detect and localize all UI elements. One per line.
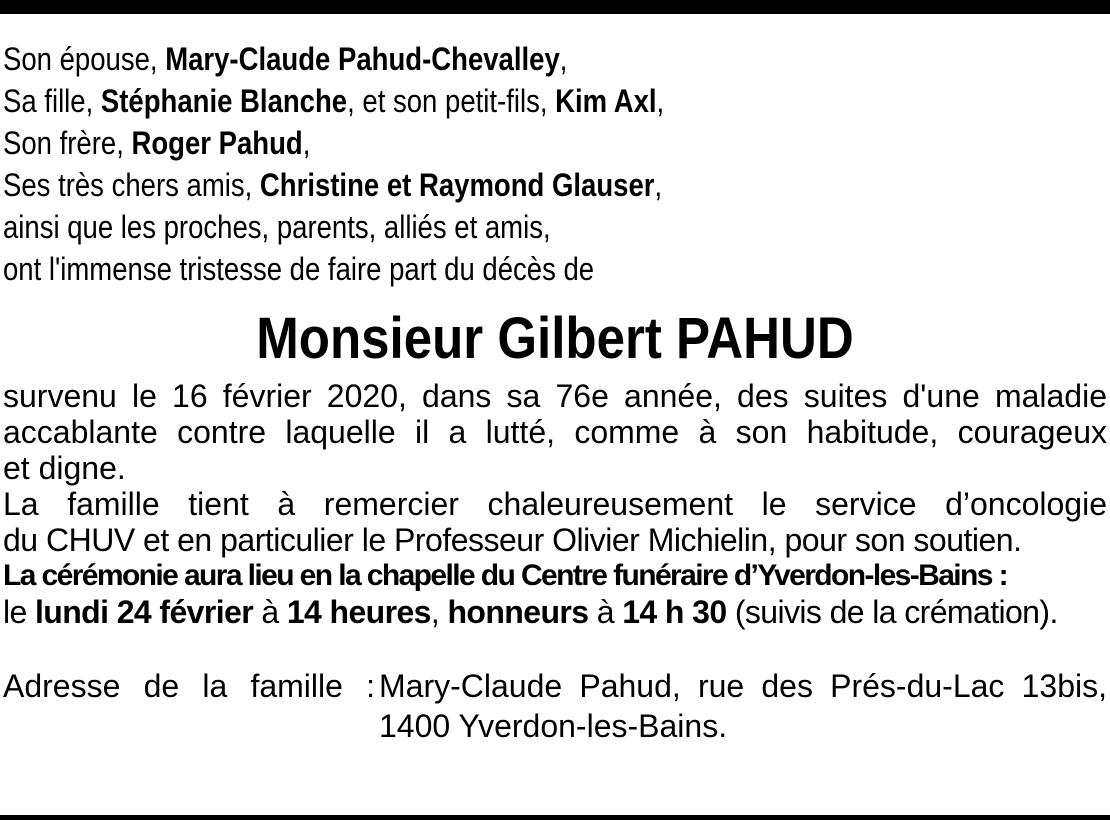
obituary-notice (3, 38, 1107, 746)
ceremony-heading: La cérémonie aura lieu en la chapelle du Centre funéraire d’Yverdon-les-Bains : (3, 559, 1007, 592)
thanks-line: La famille tient à remercier chaleureusement le service d’oncologie (3, 486, 1107, 522)
text: , (559, 41, 568, 77)
address-line: Mary-Claude Pahud, rue des Prés-du-Lac 13bis, (379, 668, 1107, 704)
spouse-name: Mary-Claude Pahud-Chevalley (165, 41, 560, 77)
top-rule (0, 0, 1110, 14)
grandson-name: Kim Axl (555, 83, 657, 119)
paragraph-line: et digne. (3, 450, 126, 486)
daughter-name: Stéphanie Blanche (100, 83, 348, 119)
bottom-rule (0, 815, 1110, 820)
ceremony-time: 14 heures (286, 594, 431, 630)
text: Son frère, (3, 125, 132, 161)
paragraph-line: survenu le 16 février 2020, dans sa 76e année, des suites d'une maladie (3, 378, 1107, 414)
honneurs-label: honneurs (447, 594, 589, 630)
text: , (430, 594, 448, 630)
announcement-line: ont l'immense tristesse de faire part du décès de (3, 251, 595, 287)
text: à (588, 594, 623, 630)
family-line-relatives: ainsi que les proches, parents, alliés et amis, (3, 209, 551, 245)
text: Ses très chers amis, (3, 167, 260, 203)
text: à (253, 594, 287, 630)
address-value (379, 666, 1107, 746)
text: Son épouse, (3, 41, 166, 77)
text: (suivis de la crémation). (726, 594, 1058, 630)
text: le (3, 594, 35, 630)
family-line-brother (3, 122, 1104, 164)
address-label: Adresse de la famille : (3, 668, 375, 704)
ceremony-schedule (3, 594, 1107, 630)
text: Sa fille, (3, 83, 101, 119)
text: , (302, 125, 311, 161)
address-line: 1400 Yverdon-les-Bains. (379, 708, 728, 744)
paragraph-line: accablante contre laquelle il a lutté, comme à son habitude, courageux (3, 414, 1107, 450)
ceremony-date: lundi 24 février (35, 594, 254, 630)
deceased-name: Monsieur Gilbert PAHUD (256, 306, 854, 371)
friends-names: Christine et Raymond Glauser (259, 167, 655, 203)
family-line-daughter (3, 80, 1104, 122)
family-address (3, 666, 1107, 746)
text: , (656, 83, 665, 119)
text: , et son petit-fils, (347, 83, 556, 119)
text: , (654, 167, 663, 203)
honneurs-time: 14 h 30 (622, 594, 727, 630)
family-line-friends (3, 164, 1104, 206)
thanks-line: du CHUV et en particulier le Professeur Olivier Michielin, pour son soutien. (3, 522, 1022, 558)
family-line-spouse (3, 38, 1104, 80)
brother-name: Roger Pahud (131, 125, 303, 161)
